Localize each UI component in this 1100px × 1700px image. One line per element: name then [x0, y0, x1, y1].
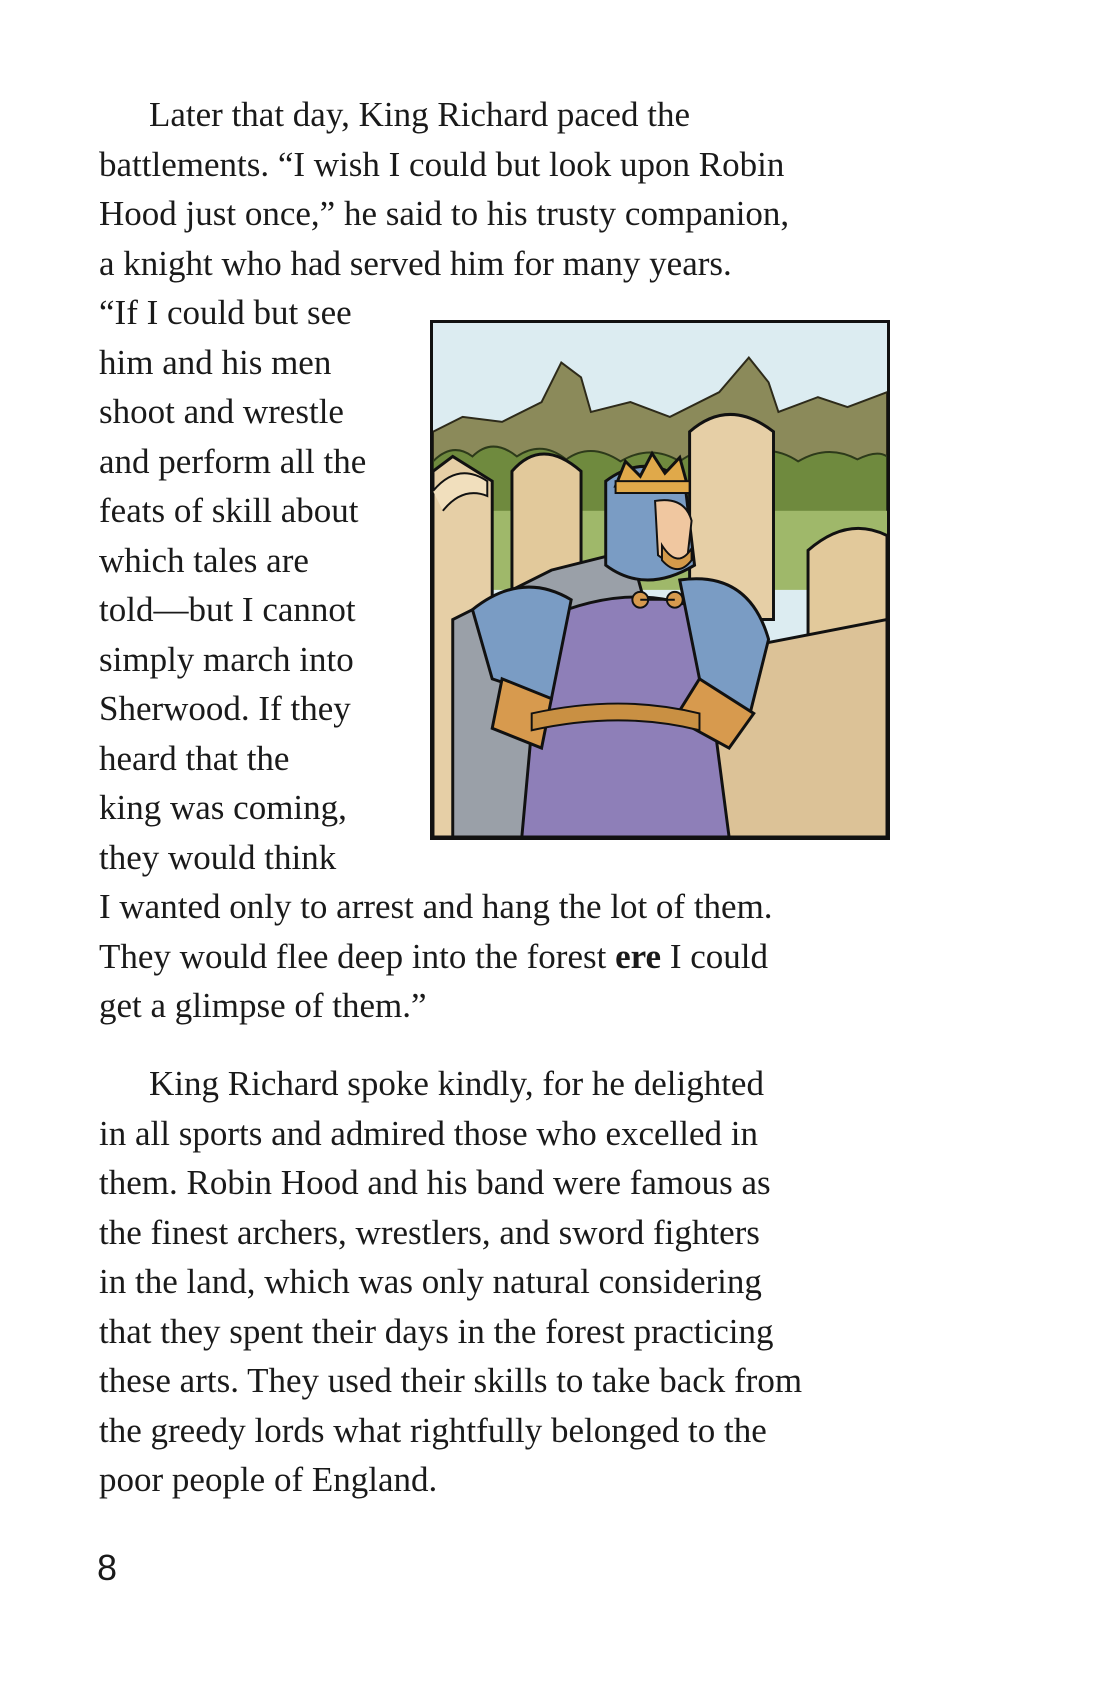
text-line: get a glimpse of them.” — [99, 986, 427, 1025]
text-line: king was coming, — [99, 788, 347, 827]
king-richard-on-battlements-illustration — [430, 320, 890, 840]
text-line: battlements. “I wish I could but look upon Robin — [99, 144, 785, 184]
text-line: I wanted only to arrest and hang the lot of them. — [99, 887, 773, 926]
text-line: him and his men — [99, 342, 332, 382]
text-line: poor people of England. — [99, 1460, 438, 1499]
text-line: the greedy lords what rightfully belonged to the — [99, 1410, 767, 1450]
text-line-with-vocab — [99, 932, 899, 982]
text-line: they would think — [99, 837, 337, 877]
text-segment: I could — [661, 936, 768, 976]
text-line: heard that the — [99, 738, 290, 778]
paragraph-2 — [99, 1059, 899, 1505]
illustration-svg — [433, 323, 887, 837]
text-line: in the land, which was only natural considering — [99, 1262, 762, 1301]
text-line: these arts. They used their skills to take back from — [99, 1361, 803, 1400]
text-line: the finest archers, wrestlers, and sword fighters — [99, 1212, 760, 1252]
text-line: that they spent their days in the forest practicing — [99, 1311, 774, 1351]
text-line: “If I could but see — [99, 293, 352, 332]
text-line: a knight who had served him for many years. — [99, 243, 732, 283]
text-segment: They would flee deep into the forest — [99, 936, 616, 976]
text-line: and perform all the — [99, 441, 367, 481]
text-line: which tales are — [99, 540, 309, 580]
text-line: feats of skill about — [99, 491, 359, 530]
vocabulary-word: ere — [615, 936, 662, 976]
text-line: Sherwood. If they — [99, 689, 351, 728]
text-line: Hood just once,” he said to his trusty companion, — [99, 194, 790, 233]
text-line: King Richard spoke kindly, for he delighted — [149, 1064, 764, 1103]
text-line: simply march into — [99, 639, 354, 679]
text-line: in all sports and admired those who excelled in — [99, 1113, 759, 1153]
page-number: 8 — [97, 1547, 118, 1588]
text-line: Later that day, King Richard paced the — [149, 95, 690, 134]
text-line: shoot and wrestle — [99, 392, 344, 431]
text-line: them. Robin Hood and his band were famous as — [99, 1163, 771, 1202]
text-line: told—but I cannot — [99, 590, 356, 629]
